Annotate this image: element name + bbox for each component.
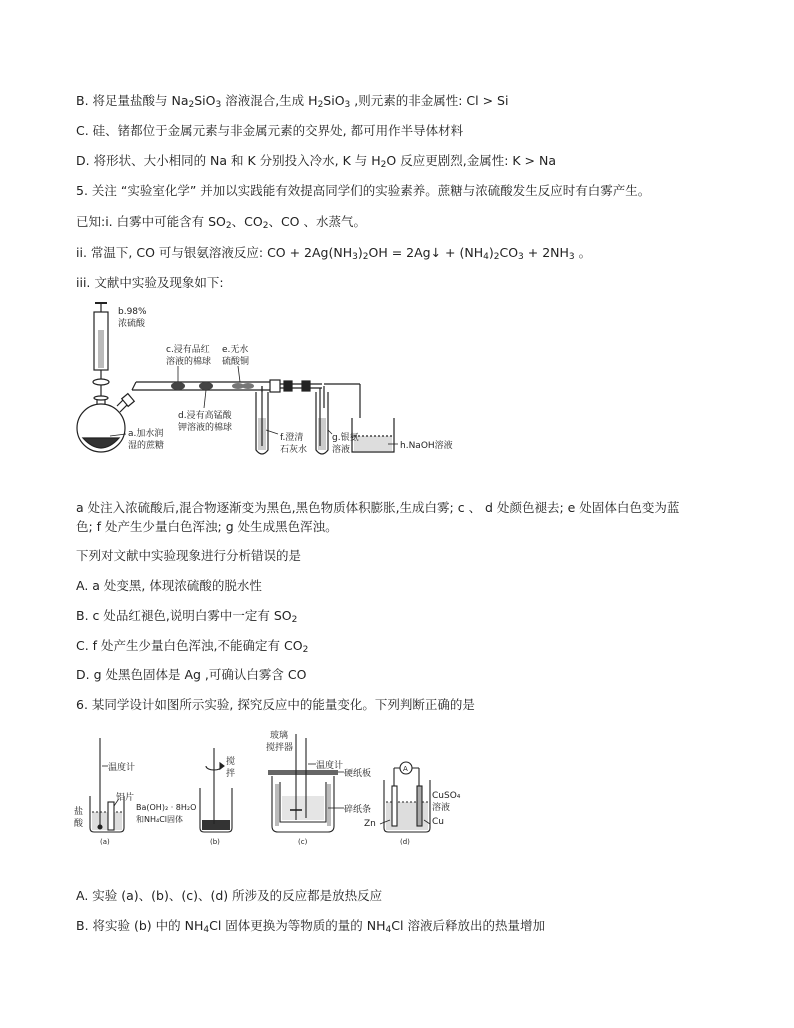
c-paper-label: 碎纸条 [344, 805, 372, 815]
q5-option-b: B. c 处品红褪色,说明白雾中一定有 $SO_2$ [76, 608, 298, 625]
q4-option-b: B. 将足量盐酸与 $Na_2SiO_3$ 溶液混合,生成 $H_2SiO_3$ ,则元素的非金属性: Cl > Si [76, 93, 509, 110]
d-ammeter-label: A [403, 765, 408, 773]
label-c2: 溶液的棉球 [166, 357, 212, 367]
label-b1: b.98% [118, 307, 147, 317]
q5-option-d: D. g 处黑色固体是 Ag ,可确认白雾含 CO [76, 667, 307, 682]
q6-energy-figure [72, 728, 472, 852]
q5-known-2: ii. 常温下, CO 可与银氨溶液反应: CO + $2Ag(NH_3)_2OH$ = 2Ag↓ + $(NH_4)_2CO_3 + 2NH_3$ 。 [76, 245, 592, 262]
q5-known-3: iii. 文献中实验及现象如下: [76, 275, 224, 290]
c-glass-label-1: 玻璃 [270, 731, 289, 741]
label-g2: 溶液 [332, 445, 351, 455]
label-d1: d.浸有高锰酸 [178, 411, 232, 421]
label-a2: 湿的蔗糖 [128, 441, 165, 451]
b-stir-label-2: 拌 [226, 769, 236, 779]
b-stir-label-1: 搅 [226, 757, 236, 767]
a-thermometer-label: 温度计 [108, 763, 136, 773]
d-solution-label: 溶液 [432, 803, 451, 813]
q5-observation-2: 色; f 处产生少量白色浑浊; g 处生成黑色浑浊。 [76, 519, 338, 534]
label-b2: 浓硫酸 [118, 319, 146, 329]
label-e2: 硫酸铜 [222, 357, 250, 367]
label-f2: 石灰水 [280, 445, 308, 455]
c-board-label: 硬纸板 [344, 769, 372, 779]
c-thermometer-label: 温度计 [316, 761, 344, 771]
label-f1: f.澄清 [280, 433, 304, 443]
d-caption: (d) [400, 838, 410, 846]
d-zn-label: Zn [364, 819, 376, 829]
label-h: h.NaOH溶液 [400, 441, 453, 451]
d-cu-label: Cu [432, 817, 444, 827]
b-nh4cl-label: 和NH₄Cl固体 [136, 815, 184, 824]
label-g1: g.银氨 [332, 433, 359, 443]
q6-option-a: A. 实验 (a)、(b)、(c)、(d) 所涉及的反应都是放热反应 [76, 888, 383, 903]
q6-option-b: B. 将实验 (b) 中的 $NH_4Cl$ 固体更换为等物质的量的 $NH_4Cl$ 溶液后释放出的热量增加 [76, 918, 545, 935]
a-hcl-label-1: 盐 [74, 807, 84, 817]
c-caption: (c) [298, 838, 308, 846]
b-caption: (b) [210, 838, 220, 846]
q5-question: 下列对文献中实验现象进行分析错误的是 [76, 548, 302, 563]
d-cuso4-label: CuSO₄ [432, 791, 461, 801]
q6-stem: 6. 某同学设计如图所示实验, 探究反应中的能量变化。下列判断正确的是 [76, 697, 475, 712]
q4-option-d: D. 将形状、大小相同的 Na 和 K 分别投入冷水, K 与 $H_2O$ 反应更剧烈,金属性: K > Na [76, 153, 557, 170]
q5-stem: 5. 关注 “实验室化学” 并加以实践能有效提高同学们的实验素养。蔗糖与浓硫酸发生反应时有白雾产生。 [76, 183, 651, 198]
a-aluminium-label: 铝片 [116, 793, 135, 803]
q5-known-1: 已知:i. 白雾中可能含有 $SO_2$、$CO_2$、CO 、水蒸气。 [76, 214, 366, 231]
q5-observation-1: a 处注入浓硫酸后,混合物逐渐变为黑色,黑色物质体积膨胀,生成白雾; c 、 d 处颜色褪去; e 处固体白色变为蓝 [76, 500, 680, 515]
label-d2: 钾溶液的棉球 [178, 423, 233, 433]
a-caption: (a) [100, 838, 110, 846]
label-c1: c.浸有品红 [166, 345, 210, 355]
a-hcl-label-2: 酸 [74, 819, 84, 829]
q5-apparatus-figure [70, 300, 490, 470]
b-baoh-label: Ba(OH)₂ · 8H₂O [136, 803, 197, 812]
label-a1: a.加水润 [128, 429, 164, 439]
q5-option-c: C. f 处产生少量白色浑浊,不能确定有 $CO_2$ [76, 638, 309, 655]
label-e1: e.无水 [222, 345, 249, 355]
q5-option-a: A. a 处变黑, 体现浓硫酸的脱水性 [76, 578, 262, 593]
c-glass-label-2: 搅拌器 [266, 743, 294, 753]
q4-option-c: C. 硅、锗都位于金属元素与非金属元素的交界处, 都可用作半导体材料 [76, 123, 464, 138]
